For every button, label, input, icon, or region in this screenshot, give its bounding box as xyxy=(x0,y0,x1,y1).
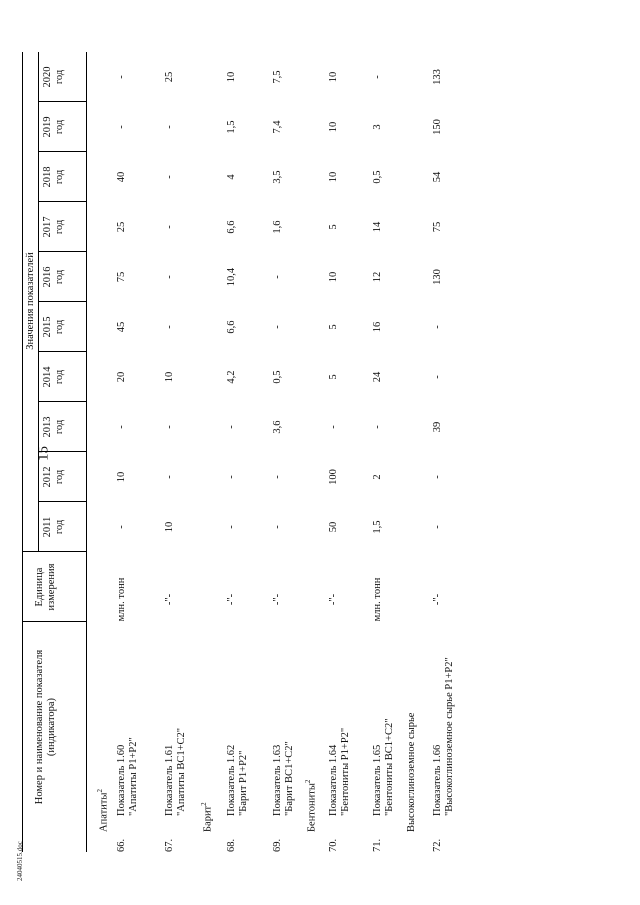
value-cell: - xyxy=(272,275,283,279)
value-cell: - xyxy=(372,75,383,79)
unit: -"- xyxy=(164,593,175,606)
value-cell: - xyxy=(164,225,175,229)
value-cell: 10 xyxy=(164,521,175,533)
divider xyxy=(38,401,86,402)
indicator-name xyxy=(432,626,456,816)
value-cell: 1,6 xyxy=(272,220,283,234)
year-unit: год xyxy=(54,369,65,385)
value-cell: - xyxy=(116,125,127,129)
value-cell: 0,5 xyxy=(272,370,283,384)
value-cell: - xyxy=(116,75,127,79)
value-cell: - xyxy=(226,425,237,429)
indicator-code: Показатель 1.65 xyxy=(372,744,383,816)
value-cell: - xyxy=(272,475,283,479)
year-unit: год xyxy=(54,319,65,335)
value-cell: - xyxy=(164,475,175,479)
divider xyxy=(38,52,39,552)
header-name-col: Номер и наименование показателя (индикатора) xyxy=(34,649,57,805)
divider xyxy=(38,251,86,252)
row-number: 71. xyxy=(372,838,383,852)
header-year-2016 xyxy=(42,252,66,302)
page-number: 15 xyxy=(35,446,52,461)
value-cell: 10 xyxy=(116,471,127,483)
year-label: 2016 xyxy=(42,266,53,288)
header-year-2018 xyxy=(42,152,66,202)
value-cell: - xyxy=(432,525,443,529)
indicator-name xyxy=(372,626,396,816)
divider xyxy=(38,451,86,452)
indicator-name xyxy=(164,626,188,816)
unit: млн. тонн xyxy=(372,577,383,622)
indicator-name xyxy=(226,626,250,816)
value-cell: - xyxy=(164,325,175,329)
value-cell: - xyxy=(432,375,443,379)
indicator-title: "Высокоглиноземное сырье Р1+Р2" xyxy=(444,657,455,816)
value-cell: 3,6 xyxy=(272,420,283,434)
year-label: 2015 xyxy=(42,316,53,338)
header-unit-col: Единица измерения xyxy=(34,563,57,611)
indicator-code: Показатель 1.66 xyxy=(432,744,443,816)
group-bentonity: Бентониты$^2$ xyxy=(304,779,318,832)
table-top-border xyxy=(22,52,23,852)
header-year-2014 xyxy=(42,352,66,402)
year-label: 2017 xyxy=(42,216,53,238)
value-cell: 10 xyxy=(328,171,339,183)
value-cell: - xyxy=(164,175,175,179)
year-label: 2014 xyxy=(42,366,53,388)
value-cell: - xyxy=(432,325,443,329)
group-vysokoglin: Высокоглиноземное сырье xyxy=(406,712,417,832)
indicator-title: "Барит ВС1+С2" xyxy=(284,741,295,816)
value-cell: 14 xyxy=(372,221,383,233)
header-year-2013 xyxy=(42,402,66,452)
value-cell: 25 xyxy=(116,221,127,233)
value-cell: - xyxy=(328,425,339,429)
footer-filename: 24040515.doc xyxy=(16,841,24,881)
value-cell: - xyxy=(226,475,237,479)
value-cell: 6,6 xyxy=(226,320,237,334)
divider xyxy=(38,301,86,302)
value-cell: 3,5 xyxy=(272,170,283,184)
value-cell: 7,5 xyxy=(272,70,283,84)
indicator-code: Показатель 1.60 xyxy=(116,744,127,816)
divider xyxy=(22,621,86,622)
unit: -"- xyxy=(272,593,283,606)
value-cell: 100 xyxy=(328,469,339,485)
value-cell: 75 xyxy=(116,271,127,283)
group-barit: Барит$^2$ xyxy=(200,802,214,832)
value-cell: 2 xyxy=(372,474,383,480)
value-cell: - xyxy=(116,525,127,529)
value-cell: 50 xyxy=(328,521,339,533)
value-cell: 5 xyxy=(328,324,339,330)
unit: -"- xyxy=(328,593,339,606)
value-cell: - xyxy=(226,525,237,529)
value-cell: 16 xyxy=(372,321,383,333)
year-label: 2020 xyxy=(42,66,53,88)
value-cell: 6,6 xyxy=(226,220,237,234)
value-cell: 40 xyxy=(116,171,127,183)
value-cell: 39 xyxy=(432,421,443,433)
year-unit: год xyxy=(54,469,65,485)
divider xyxy=(38,501,86,502)
divider xyxy=(38,101,86,102)
year-label: 2018 xyxy=(42,166,53,188)
indicator-code: Показатель 1.62 xyxy=(226,744,237,816)
indicator-code: Показатель 1.61 xyxy=(164,744,175,816)
year-label: 2019 xyxy=(42,116,53,138)
value-cell: - xyxy=(372,425,383,429)
value-cell: 4 xyxy=(226,174,237,180)
row-number: 72. xyxy=(432,838,443,852)
indicator-name xyxy=(272,626,296,816)
row-number: 66. xyxy=(116,838,127,852)
year-label: 2012 xyxy=(42,466,53,488)
divider xyxy=(38,201,86,202)
value-cell: - xyxy=(272,325,283,329)
header-year-2011 xyxy=(42,502,66,552)
value-cell: 10 xyxy=(226,71,237,83)
header-year-2017 xyxy=(42,202,66,252)
value-cell: 5 xyxy=(328,224,339,230)
value-cell: 10,4 xyxy=(226,267,237,287)
value-cell: 75 xyxy=(432,221,443,233)
value-cell: 7,4 xyxy=(272,120,283,134)
indicator-title: "Бентониты ВС1+С2" xyxy=(384,718,395,816)
value-cell: 20 xyxy=(116,371,127,383)
indicator-title: "Апатиты Р1+Р2" xyxy=(128,737,139,816)
divider xyxy=(38,551,86,552)
header-year-2019 xyxy=(42,102,66,152)
value-cell: - xyxy=(164,125,175,129)
year-unit: год xyxy=(54,169,65,185)
indicator-table xyxy=(20,52,580,852)
value-cell: - xyxy=(432,475,443,479)
value-cell: 10 xyxy=(328,271,339,283)
value-cell: 150 xyxy=(432,119,443,135)
value-cell: - xyxy=(116,425,127,429)
group-apatity: Апатиты$^2$ xyxy=(96,789,110,832)
value-cell: 5 xyxy=(328,374,339,380)
header-bottom-border xyxy=(86,52,87,852)
indicator-title: "Барит Р1+Р2" xyxy=(238,750,249,816)
value-cell: 10 xyxy=(164,371,175,383)
row-number: 70. xyxy=(328,838,339,852)
divider xyxy=(38,351,86,352)
year-label: 2013 xyxy=(42,416,53,438)
value-cell: 25 xyxy=(164,71,175,83)
value-cell: 1,5 xyxy=(226,120,237,134)
value-cell: 3 xyxy=(372,124,383,130)
indicator-name xyxy=(328,626,352,816)
indicator-code: Показатель 1.64 xyxy=(328,744,339,816)
year-unit: год xyxy=(54,219,65,235)
divider xyxy=(38,151,86,152)
value-cell: 54 xyxy=(432,171,443,183)
header-values-group: Значения показателей xyxy=(25,252,36,350)
value-cell: - xyxy=(164,275,175,279)
row-number: 68. xyxy=(226,838,237,852)
indicator-title: "Апатиты ВС1+С2" xyxy=(176,727,187,816)
unit: млн. тонн xyxy=(116,577,127,622)
value-cell: 12 xyxy=(372,271,383,283)
value-cell: 24 xyxy=(372,371,383,383)
unit: -"- xyxy=(226,593,237,606)
indicator-title: "Бентониты Р1+Р2" xyxy=(340,727,351,816)
year-unit: год xyxy=(54,269,65,285)
year-unit: год xyxy=(54,519,65,535)
unit: -"- xyxy=(432,593,443,606)
value-cell: 10 xyxy=(328,71,339,83)
header-year-2015 xyxy=(42,302,66,352)
value-cell: 10 xyxy=(328,121,339,133)
header-year-2020 xyxy=(42,52,66,102)
value-cell: 4,2 xyxy=(226,370,237,384)
value-cell: 133 xyxy=(432,69,443,85)
indicator-code: Показатель 1.63 xyxy=(272,744,283,816)
year-unit: год xyxy=(54,69,65,85)
indicator-name xyxy=(116,626,140,816)
year-unit: год xyxy=(54,419,65,435)
value-cell: 45 xyxy=(116,321,127,333)
value-cell: - xyxy=(272,525,283,529)
value-cell: 1,5 xyxy=(372,520,383,534)
row-number: 67. xyxy=(164,838,175,852)
value-cell: 130 xyxy=(432,269,443,285)
year-label: 2011 xyxy=(42,516,53,538)
value-cell: - xyxy=(164,425,175,429)
year-unit: год xyxy=(54,119,65,135)
header-year-2012 xyxy=(42,452,66,502)
value-cell: 0,5 xyxy=(372,170,383,184)
row-number: 69. xyxy=(272,838,283,852)
